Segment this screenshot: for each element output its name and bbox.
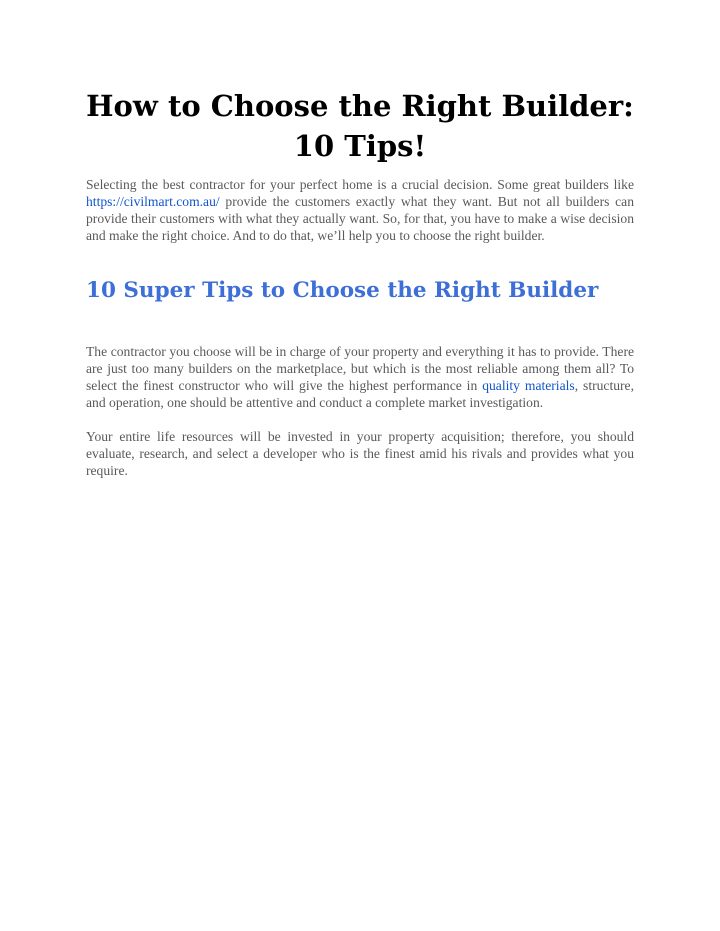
contractor-text-start: The contractor you choose will be in charge of your property and everything it has to provide. There are just too many builders on the marketplace, but which is the most reliable among them all? To select the finest constructor who will give the highest performance in bbox=[86, 344, 634, 393]
intro-text-end: provide the customers exactly what they want. But not all builders can provide their customers with what they actually want. So, for that, you have to make a wise decision and make the right choice. And to do that, we’ll help you to choose the right builder. bbox=[86, 194, 634, 243]
intro-text-start: Selecting the best contractor for your perfect home is a crucial decision. Some great builders like bbox=[86, 177, 634, 192]
section-heading: 10 Super Tips to Choose the Right Builder bbox=[86, 278, 599, 303]
resources-paragraph: Your entire life resources will be invested in your property acquisition; therefore, you should evaluate, research, and select a developer who is the finest amid his rivals and provides what you require. bbox=[86, 429, 634, 478]
contractor-paragraph bbox=[86, 343, 634, 411]
civilmart-link[interactable]: https://civilmart.com.au/ bbox=[86, 194, 220, 209]
quality-materials-link[interactable]: quality materials bbox=[482, 378, 575, 393]
title-line-2: 10 Tips! bbox=[293, 129, 427, 163]
contractor-text-end: , structure, and operation, one should be attentive and conduct a complete market investigation. bbox=[86, 378, 634, 410]
page-title bbox=[86, 86, 634, 166]
title-line-1: How to Choose the Right Builder: bbox=[86, 89, 634, 123]
intro-paragraph bbox=[86, 176, 634, 244]
